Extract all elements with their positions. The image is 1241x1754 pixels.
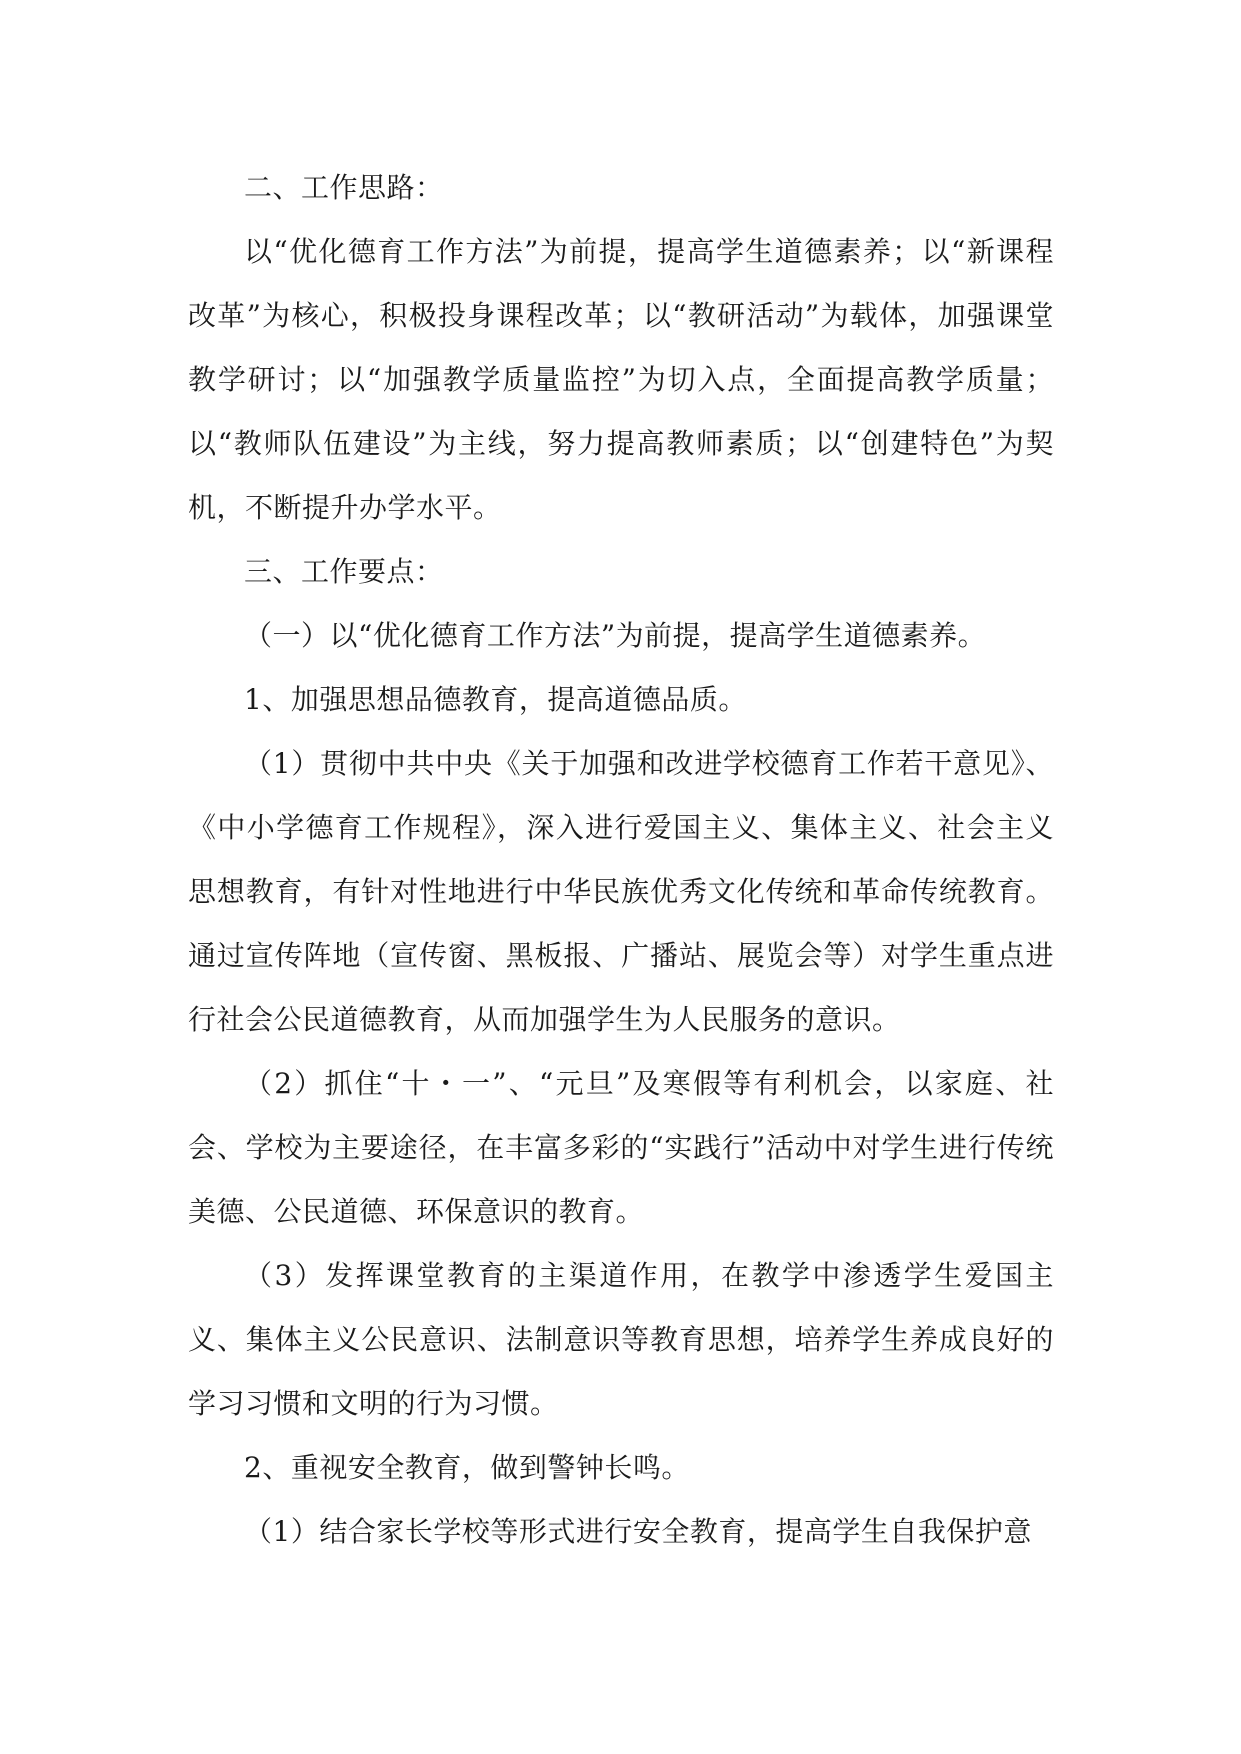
- paragraph-item-2-1: （1）结合家长学校等形式进行安全教育，提高学生自我保护意: [244, 1515, 1032, 1548]
- paragraph-item-1-1: （1）贯彻中共中央《关于加强和改进学校德育工作若干意见》、《中小学德育工作规程》，深入进行爱国主义、集体主义、社会主义思想教育，有针对性地进行中华民族优秀文化传统和革命传统教育。通过宣传阵地（宣传窗、黑板报、广播站、展览会等）对学生重点进行社会公民道德教育，从而加强学生为人民服务的意识。: [188, 747, 1054, 1036]
- subheading-moral-education: （一）以“优化德育工作方法”为前提，提高学生道德素养。: [244, 619, 987, 652]
- heading-work-points: 三、工作要点：: [244, 555, 444, 588]
- paragraph-item-1-2: （2）抓住“十・一”、“元旦”及寒假等有利机会，以家庭、社会、学校为主要途径，在丰富多彩的“实践行”活动中对学生进行传统美德、公民道德、环保意识的教育。: [188, 1067, 1054, 1228]
- item-safety-education: 2、重视安全教育，做到警钟长鸣。: [244, 1451, 690, 1484]
- paragraph-work-ideas: 以“优化德育工作方法”为前提，提高学生道德素养；以“新课程改革”为核心，积极投身课程改革；以“教研活动”为载体，加强课堂教学研讨；以“加强教学质量监控”为切入点，全面提高教学质量；以“教师队伍建设”为主线，努力提高教师素质；以“创建特色”为契机，不断提升办学水平。: [188, 235, 1054, 524]
- item-ideological-education: 1、加强思想品德教育，提高道德品质。: [244, 683, 747, 716]
- paragraph-item-1-3: （3）发挥课堂教育的主渠道作用，在教学中渗透学生爱国主义、集体主义公民意识、法制意识等教育思想，培养学生养成良好的学习习惯和文明的行为习惯。: [188, 1259, 1054, 1420]
- heading-work-ideas: 二、工作思路：: [244, 171, 444, 204]
- document-body: [188, 156, 1054, 1564]
